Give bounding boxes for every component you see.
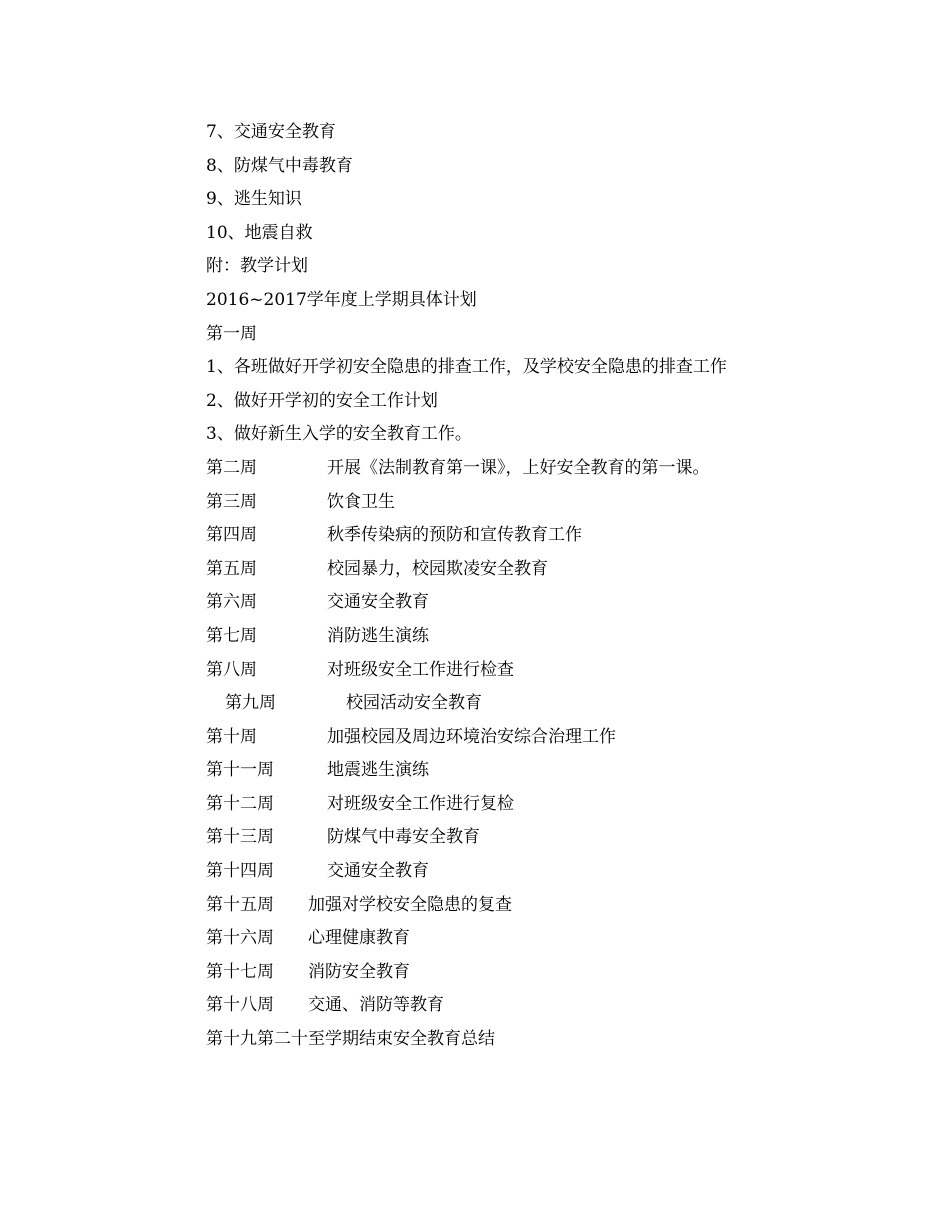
week-label: 第十二周 bbox=[206, 793, 274, 814]
item-7-traffic-safety: 7、交通安全教育 bbox=[206, 122, 336, 142]
week-row bbox=[206, 754, 846, 788]
item-8-gas-poisoning: 8、防煤气中毒教育 bbox=[206, 155, 353, 176]
week-label: 第十三周 bbox=[206, 827, 274, 848]
week-task: 交通、消防等教育 bbox=[308, 995, 444, 1016]
week-row bbox=[206, 989, 846, 1023]
week-row bbox=[206, 788, 846, 822]
week-task: 加强校园及周边环境治安综合治理工作 bbox=[327, 726, 616, 747]
week-label: 第十四周 bbox=[206, 861, 274, 882]
week-label: 第四周 bbox=[206, 525, 257, 546]
document-body bbox=[206, 116, 846, 1057]
week-1-task-3: 3、做好新生入学的安全教育工作。 bbox=[206, 424, 472, 445]
week-row bbox=[206, 855, 846, 889]
week-label: 第七周 bbox=[206, 625, 257, 646]
week-task: 对班级安全工作进行检查 bbox=[327, 659, 514, 680]
week-task: 心理健康教育 bbox=[308, 928, 410, 949]
week-label: 第十五周 bbox=[206, 894, 274, 915]
week-row bbox=[206, 922, 846, 956]
week-row bbox=[206, 687, 846, 721]
week-label: 第十一周 bbox=[206, 760, 274, 781]
week-task: 秋季传染病的预防和宣传教育工作 bbox=[327, 525, 582, 546]
week-task: 加强对学校安全隐患的复查 bbox=[308, 894, 512, 915]
week-1-task-2: 2、做好开学初的安全工作计划 bbox=[206, 390, 438, 411]
week-row bbox=[206, 956, 846, 990]
week-label: 第三周 bbox=[206, 491, 257, 512]
week-task: 交通安全教育 bbox=[327, 592, 429, 613]
appendix-teaching-plan: 附：教学计划 bbox=[206, 256, 308, 277]
week-task: 校园暴力，校园欺凌安全教育 bbox=[327, 558, 548, 579]
week-label: 第九周 bbox=[225, 693, 276, 714]
week-row bbox=[206, 553, 846, 587]
week-row bbox=[206, 821, 846, 855]
week-task: 消防逃生演练 bbox=[327, 625, 429, 646]
week-1-task-1: 1、各班做好开学初安全隐患的排查工作，及学校安全隐患的排查工作 bbox=[206, 357, 727, 378]
week-label: 第十周 bbox=[206, 726, 257, 747]
week-label: 第八周 bbox=[206, 659, 257, 680]
week-label: 第十六周 bbox=[206, 928, 274, 949]
week-task: 校园活动安全教育 bbox=[346, 693, 482, 714]
week-task: 开展《法制教育第一课》，上好安全教育的第一课。 bbox=[327, 457, 710, 478]
week-row bbox=[206, 721, 846, 755]
week-label: 第十八周 bbox=[206, 995, 274, 1016]
week-label: 第二周 bbox=[206, 457, 257, 478]
week-row bbox=[206, 486, 846, 520]
week-row bbox=[206, 654, 846, 688]
closing-summary: 第十九第二十至学期结束安全教育总结 bbox=[206, 1029, 495, 1050]
week-task: 地震逃生演练 bbox=[327, 760, 429, 781]
week-row bbox=[206, 452, 846, 486]
semester-plan-heading: 2016~2017学年度上学期具体计划 bbox=[206, 289, 477, 310]
week-row bbox=[206, 519, 846, 553]
week-label: 第六周 bbox=[206, 592, 257, 613]
week-task: 饮食卫生 bbox=[327, 491, 395, 512]
week-label: 第十七周 bbox=[206, 961, 274, 982]
week-1-heading: 第一周 bbox=[206, 323, 257, 344]
week-label: 第五周 bbox=[206, 558, 257, 579]
week-task: 消防安全教育 bbox=[308, 961, 410, 982]
week-row bbox=[206, 889, 846, 923]
item-9-escape-knowledge: 9、逃生知识 bbox=[206, 189, 302, 210]
week-row bbox=[206, 586, 846, 620]
week-task: 交通安全教育 bbox=[327, 861, 429, 882]
week-task: 防煤气中毒安全教育 bbox=[327, 827, 480, 848]
week-row bbox=[206, 620, 846, 654]
item-10-earthquake-self-rescue: 10、地震自救 bbox=[206, 222, 313, 243]
week-task: 对班级安全工作进行复检 bbox=[327, 793, 514, 814]
